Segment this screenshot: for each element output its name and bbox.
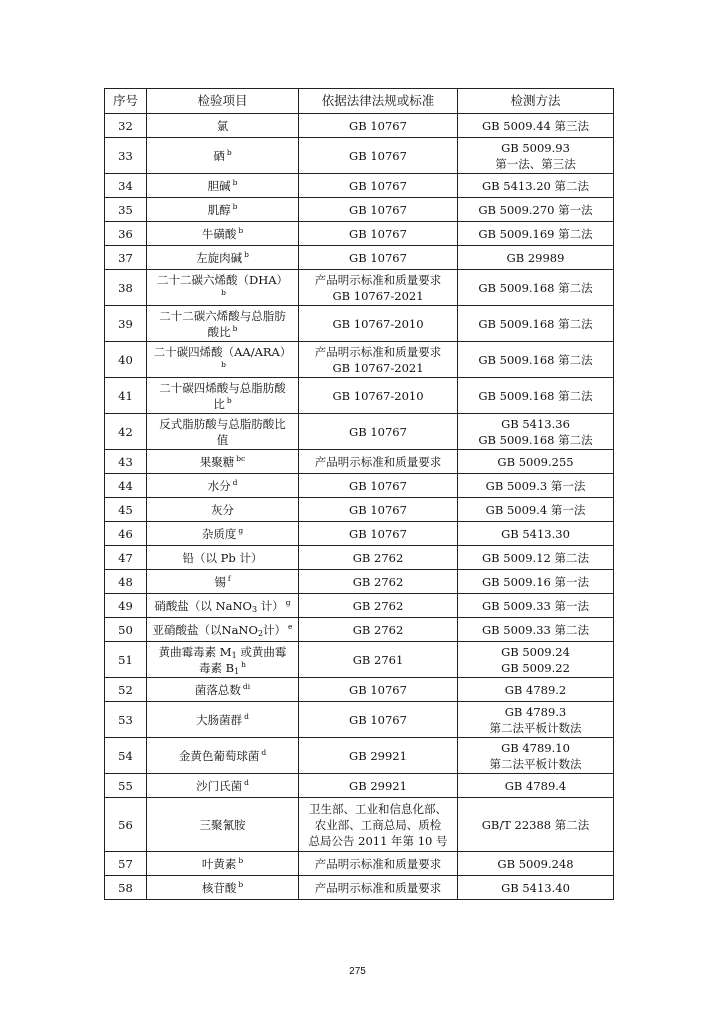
row-legal-basis bbox=[299, 852, 458, 876]
row-test-item bbox=[147, 174, 299, 198]
basis-line: 产品明示标准和质量要求 bbox=[314, 856, 442, 871]
item-text: 亚硝酸盐（以NaNO bbox=[152, 622, 258, 637]
footnote-marker: bc bbox=[236, 453, 246, 463]
row-test-item bbox=[147, 678, 299, 702]
item-text: 氯 bbox=[216, 118, 229, 133]
method-line: GB 5413.40 bbox=[501, 880, 570, 895]
method-line: 第二法平板计数法 bbox=[489, 720, 582, 735]
method-line: GB 5009.4 第一法 bbox=[485, 502, 586, 517]
row-serial-no: 51 bbox=[105, 642, 147, 678]
row-serial-no: 55 bbox=[105, 774, 147, 798]
inspection-items-table bbox=[104, 88, 614, 900]
table-row bbox=[105, 138, 614, 174]
row-test-item bbox=[147, 852, 299, 876]
footnote-marker: b bbox=[238, 879, 244, 889]
basis-line: GB 10767 bbox=[349, 712, 407, 727]
row-test-method bbox=[458, 474, 614, 498]
basis-line: GB 10767-2021 bbox=[332, 360, 424, 375]
item-text: 硝酸盐（以 NaNO bbox=[154, 598, 252, 613]
row-test-method bbox=[458, 450, 614, 474]
row-test-item bbox=[147, 246, 299, 270]
method-line: GB 5009.168 第二法 bbox=[478, 352, 593, 367]
row-legal-basis bbox=[299, 474, 458, 498]
row-test-item bbox=[147, 798, 299, 852]
row-test-item bbox=[147, 522, 299, 546]
header-test-method: 检测方法 bbox=[458, 89, 614, 114]
basis-line: 产品明示标准和质量要求 bbox=[314, 344, 442, 359]
row-legal-basis bbox=[299, 498, 458, 522]
basis-line: 产品明示标准和质量要求 bbox=[314, 880, 442, 895]
method-line: GB 5009.12 第二法 bbox=[481, 550, 589, 565]
item-text: 二十二碳六烯酸（DHA） bbox=[156, 272, 289, 287]
basis-line: GB 10767 bbox=[349, 250, 407, 265]
table-body bbox=[105, 114, 614, 900]
item-text: 反式脂肪酸与总脂肪酸比 bbox=[159, 416, 286, 431]
row-serial-no: 57 bbox=[105, 852, 147, 876]
table-row bbox=[105, 642, 614, 678]
row-legal-basis bbox=[299, 618, 458, 642]
table-row bbox=[105, 876, 614, 900]
item-text: 大肠菌群 bbox=[196, 712, 243, 727]
method-line: GB 5413.36 bbox=[501, 416, 570, 431]
row-test-method bbox=[458, 546, 614, 570]
table-row bbox=[105, 174, 614, 198]
row-serial-no: 56 bbox=[105, 798, 147, 852]
footnote-marker: b bbox=[244, 249, 249, 259]
row-test-item bbox=[147, 618, 299, 642]
row-serial-no: 48 bbox=[105, 570, 147, 594]
footnote-marker: d bbox=[261, 747, 267, 757]
item-text: 杂质度 bbox=[201, 526, 237, 541]
row-serial-no: 45 bbox=[105, 498, 147, 522]
row-serial-no: 42 bbox=[105, 414, 147, 450]
item-text: 锡 bbox=[214, 574, 226, 589]
footnote-marker: di bbox=[242, 681, 251, 691]
table-row bbox=[105, 798, 614, 852]
table-row bbox=[105, 522, 614, 546]
row-test-method bbox=[458, 618, 614, 642]
header-serial-no: 序号 bbox=[105, 89, 147, 114]
basis-line: 产品明示标准和质量要求 bbox=[314, 272, 442, 287]
method-line: GB 5009.22 bbox=[501, 660, 570, 675]
item-text: 毒素 B bbox=[198, 660, 235, 675]
method-line: GB/T 22388 第二法 bbox=[481, 817, 590, 832]
footnote-marker: f bbox=[227, 573, 231, 583]
row-serial-no: 40 bbox=[105, 342, 147, 378]
row-legal-basis bbox=[299, 270, 458, 306]
row-serial-no: 43 bbox=[105, 450, 147, 474]
row-test-item bbox=[147, 222, 299, 246]
basis-line: GB 10767 bbox=[349, 178, 407, 193]
row-serial-no: 39 bbox=[105, 306, 147, 342]
row-serial-no: 44 bbox=[105, 474, 147, 498]
footnote-marker: b bbox=[238, 855, 244, 865]
row-legal-basis bbox=[299, 774, 458, 798]
basis-line: 总局公告 2011 年第 10 号 bbox=[308, 833, 448, 848]
row-serial-no: 34 bbox=[105, 174, 147, 198]
footnote-marker: b bbox=[226, 395, 232, 405]
subscript: 3 bbox=[252, 604, 258, 614]
row-test-method bbox=[458, 342, 614, 378]
item-text: 比 bbox=[213, 396, 225, 411]
row-test-item bbox=[147, 414, 299, 450]
method-line: GB 4789.10 bbox=[501, 740, 570, 755]
row-test-method bbox=[458, 222, 614, 246]
method-line: GB 5009.248 bbox=[497, 856, 574, 871]
method-line: GB 5009.168 第二法 bbox=[478, 316, 593, 331]
row-test-item bbox=[147, 198, 299, 222]
method-line: GB 5009.3 第一法 bbox=[485, 478, 586, 493]
item-text: 牛磺酸 bbox=[201, 226, 237, 241]
method-line: GB 4789.2 bbox=[504, 682, 567, 697]
basis-line: GB 29921 bbox=[349, 778, 407, 793]
item-text: 叶黄素 bbox=[201, 856, 237, 871]
row-serial-no: 38 bbox=[105, 270, 147, 306]
table-row bbox=[105, 222, 614, 246]
row-test-method bbox=[458, 378, 614, 414]
row-serial-no: 50 bbox=[105, 618, 147, 642]
row-test-item bbox=[147, 450, 299, 474]
basis-line: GB 10767 bbox=[349, 526, 407, 541]
row-test-method bbox=[458, 246, 614, 270]
method-line: GB 4789.3 bbox=[504, 704, 567, 719]
basis-line: GB 2762 bbox=[352, 574, 404, 589]
row-test-method bbox=[458, 642, 614, 678]
footnote-marker: h bbox=[241, 659, 247, 669]
row-serial-no: 33 bbox=[105, 138, 147, 174]
method-line: GB 5009.33 第二法 bbox=[481, 622, 589, 637]
basis-line: 产品明示标准和质量要求 bbox=[314, 454, 442, 469]
row-test-item bbox=[147, 138, 299, 174]
basis-line: GB 10767 bbox=[349, 202, 407, 217]
basis-line: 农业部、工商总局、质检 bbox=[314, 817, 442, 832]
row-legal-basis bbox=[299, 378, 458, 414]
method-line: GB 5009.270 第一法 bbox=[478, 202, 593, 217]
row-test-method bbox=[458, 738, 614, 774]
row-test-method bbox=[458, 198, 614, 222]
row-test-item bbox=[147, 702, 299, 738]
method-line: GB 5009.16 第一法 bbox=[481, 574, 589, 589]
item-text: 计） bbox=[263, 622, 287, 637]
row-test-item bbox=[147, 876, 299, 900]
item-text: 沙门氏菌 bbox=[196, 778, 243, 793]
table-row bbox=[105, 570, 614, 594]
row-legal-basis bbox=[299, 342, 458, 378]
row-test-item bbox=[147, 546, 299, 570]
row-serial-no: 53 bbox=[105, 702, 147, 738]
header-row bbox=[105, 89, 614, 114]
footnote-marker: d bbox=[244, 777, 249, 787]
item-text: 黄曲霉毒素 M bbox=[158, 644, 232, 659]
item-text: 三聚氰胺 bbox=[199, 817, 246, 832]
method-line: GB 5009.33 第一法 bbox=[481, 598, 589, 613]
footnote-marker: e bbox=[288, 621, 293, 631]
row-serial-no: 37 bbox=[105, 246, 147, 270]
basis-line: GB 10767-2010 bbox=[332, 316, 424, 331]
basis-line: GB 10767 bbox=[349, 478, 407, 493]
row-legal-basis bbox=[299, 876, 458, 900]
basis-line: 卫生部、工业和信息化部、 bbox=[309, 801, 447, 816]
row-serial-no: 54 bbox=[105, 738, 147, 774]
method-line: GB 29989 bbox=[506, 250, 565, 265]
footnote-marker: b bbox=[232, 201, 238, 211]
method-line: GB 5009.168 第二法 bbox=[478, 280, 593, 295]
item-text: 左旋肉碱 bbox=[196, 250, 243, 265]
table-row bbox=[105, 414, 614, 450]
row-test-method bbox=[458, 498, 614, 522]
method-line: GB 5009.44 第三法 bbox=[481, 118, 589, 133]
footnote-marker: b bbox=[221, 287, 226, 297]
method-line: GB 5009.168 第二法 bbox=[478, 388, 593, 403]
row-test-method bbox=[458, 876, 614, 900]
row-test-item bbox=[147, 642, 299, 678]
row-test-item bbox=[147, 774, 299, 798]
method-line: GB 5009.24 bbox=[501, 644, 570, 659]
table-row bbox=[105, 378, 614, 414]
row-legal-basis bbox=[299, 246, 458, 270]
footnote-marker: d bbox=[244, 711, 249, 721]
row-legal-basis bbox=[299, 546, 458, 570]
row-test-method bbox=[458, 678, 614, 702]
basis-line: GB 2762 bbox=[352, 598, 404, 613]
table-row bbox=[105, 246, 614, 270]
footnote-marker: b bbox=[226, 147, 232, 157]
row-test-method bbox=[458, 774, 614, 798]
method-line: GB 5009.168 第二法 bbox=[478, 432, 593, 447]
basis-line: GB 10767 bbox=[349, 226, 407, 241]
item-text: 值 bbox=[216, 432, 229, 447]
method-line: 第一法、第三法 bbox=[495, 156, 576, 171]
row-serial-no: 58 bbox=[105, 876, 147, 900]
basis-line: GB 10767-2010 bbox=[332, 388, 424, 403]
row-serial-no: 46 bbox=[105, 522, 147, 546]
row-test-item bbox=[147, 342, 299, 378]
row-test-item bbox=[147, 570, 299, 594]
method-line: GB 5413.30 bbox=[501, 526, 570, 541]
row-test-method bbox=[458, 702, 614, 738]
subscript: 1 bbox=[234, 666, 240, 676]
footnote-marker: b bbox=[238, 225, 244, 235]
item-text: 二十二碳六烯酸与总脂肪 bbox=[159, 308, 286, 323]
subscript: 1 bbox=[231, 650, 237, 660]
item-text: 肌醇 bbox=[207, 202, 231, 217]
row-legal-basis bbox=[299, 138, 458, 174]
row-serial-no: 41 bbox=[105, 378, 147, 414]
table-row bbox=[105, 702, 614, 738]
table-row bbox=[105, 270, 614, 306]
row-legal-basis bbox=[299, 222, 458, 246]
row-legal-basis bbox=[299, 678, 458, 702]
row-serial-no: 52 bbox=[105, 678, 147, 702]
table-row bbox=[105, 546, 614, 570]
footnote-marker: b bbox=[221, 359, 226, 369]
basis-line: GB 29921 bbox=[349, 748, 407, 763]
row-serial-no: 35 bbox=[105, 198, 147, 222]
table-row bbox=[105, 342, 614, 378]
row-test-method bbox=[458, 138, 614, 174]
item-text: 计） bbox=[257, 598, 284, 613]
item-text: 或黄曲霉 bbox=[236, 644, 287, 659]
row-legal-basis bbox=[299, 306, 458, 342]
table-row bbox=[105, 594, 614, 618]
table-header bbox=[105, 89, 614, 114]
footnote-marker: g bbox=[238, 525, 244, 535]
row-test-method bbox=[458, 522, 614, 546]
method-line: GB 5009.93 bbox=[501, 140, 570, 155]
page-number: 275 bbox=[349, 966, 366, 977]
method-line: GB 5009.169 第二法 bbox=[478, 226, 593, 241]
row-test-method bbox=[458, 798, 614, 852]
table-row bbox=[105, 114, 614, 138]
row-serial-no: 49 bbox=[105, 594, 147, 618]
row-test-method bbox=[458, 114, 614, 138]
row-test-method bbox=[458, 306, 614, 342]
basis-line: GB 10767 bbox=[349, 118, 407, 133]
table-row bbox=[105, 774, 614, 798]
subscript: 2 bbox=[257, 628, 264, 638]
basis-line: GB 10767 bbox=[349, 148, 407, 163]
item-text: 果聚糖 bbox=[199, 454, 235, 469]
row-test-item bbox=[147, 114, 299, 138]
row-legal-basis bbox=[299, 198, 458, 222]
item-text: 菌落总数 bbox=[194, 682, 241, 697]
row-test-method bbox=[458, 594, 614, 618]
row-test-item bbox=[147, 738, 299, 774]
row-test-item bbox=[147, 306, 299, 342]
table-row bbox=[105, 618, 614, 642]
row-serial-no: 32 bbox=[105, 114, 147, 138]
row-legal-basis bbox=[299, 738, 458, 774]
table-row bbox=[105, 306, 614, 342]
footnote-marker: d bbox=[232, 477, 238, 487]
row-legal-basis bbox=[299, 114, 458, 138]
row-serial-no: 36 bbox=[105, 222, 147, 246]
basis-line: GB 10767-2021 bbox=[332, 288, 424, 303]
item-text: 二十碳四烯酸与总脂肪酸 bbox=[159, 380, 286, 395]
table-row bbox=[105, 450, 614, 474]
row-test-method bbox=[458, 570, 614, 594]
item-text: 酸比 bbox=[207, 324, 231, 339]
row-test-item bbox=[147, 498, 299, 522]
footnote-marker: b bbox=[232, 323, 238, 333]
method-line: 第二法平板计数法 bbox=[489, 756, 582, 771]
row-serial-no: 47 bbox=[105, 546, 147, 570]
row-legal-basis bbox=[299, 450, 458, 474]
item-text: 灰分 bbox=[211, 502, 234, 517]
row-legal-basis bbox=[299, 522, 458, 546]
footnote-marker: b bbox=[232, 177, 238, 187]
basis-line: GB 2762 bbox=[352, 550, 404, 565]
row-legal-basis bbox=[299, 594, 458, 618]
row-legal-basis bbox=[299, 570, 458, 594]
item-text: 金黄色葡萄球菌 bbox=[178, 748, 260, 763]
item-text: 铅（以 Pb 计） bbox=[182, 550, 263, 565]
basis-line: GB 10767 bbox=[349, 424, 407, 439]
row-legal-basis bbox=[299, 174, 458, 198]
item-text: 核苷酸 bbox=[201, 880, 237, 895]
method-line: GB 5009.255 bbox=[497, 454, 574, 469]
item-text: 水分 bbox=[207, 478, 231, 493]
table-row bbox=[105, 678, 614, 702]
table-row bbox=[105, 474, 614, 498]
basis-line: GB 10767 bbox=[349, 502, 407, 517]
row-test-item bbox=[147, 594, 299, 618]
basis-line: GB 2761 bbox=[352, 652, 404, 667]
table-row bbox=[105, 738, 614, 774]
basis-line: GB 10767 bbox=[349, 682, 407, 697]
item-text: 胆碱 bbox=[207, 178, 231, 193]
row-legal-basis bbox=[299, 642, 458, 678]
row-test-item bbox=[147, 378, 299, 414]
method-line: GB 4789.4 bbox=[504, 778, 567, 793]
row-test-method bbox=[458, 414, 614, 450]
header-test-item: 检验项目 bbox=[147, 89, 299, 114]
row-test-item bbox=[147, 270, 299, 306]
item-text: 二十碳四烯酸（AA/ARA） bbox=[153, 344, 292, 359]
row-test-item bbox=[147, 474, 299, 498]
method-line: GB 5413.20 第二法 bbox=[481, 178, 589, 193]
table-row bbox=[105, 852, 614, 876]
row-legal-basis bbox=[299, 798, 458, 852]
header-legal-basis: 依据法律法规或标准 bbox=[299, 89, 458, 114]
row-test-method bbox=[458, 852, 614, 876]
footnote-marker: g bbox=[285, 597, 291, 607]
item-text: 硒 bbox=[213, 148, 225, 163]
row-test-method bbox=[458, 270, 614, 306]
row-legal-basis bbox=[299, 414, 458, 450]
row-legal-basis bbox=[299, 702, 458, 738]
basis-line: GB 2762 bbox=[352, 622, 404, 637]
table-row bbox=[105, 198, 614, 222]
row-test-method bbox=[458, 174, 614, 198]
table-row bbox=[105, 498, 614, 522]
